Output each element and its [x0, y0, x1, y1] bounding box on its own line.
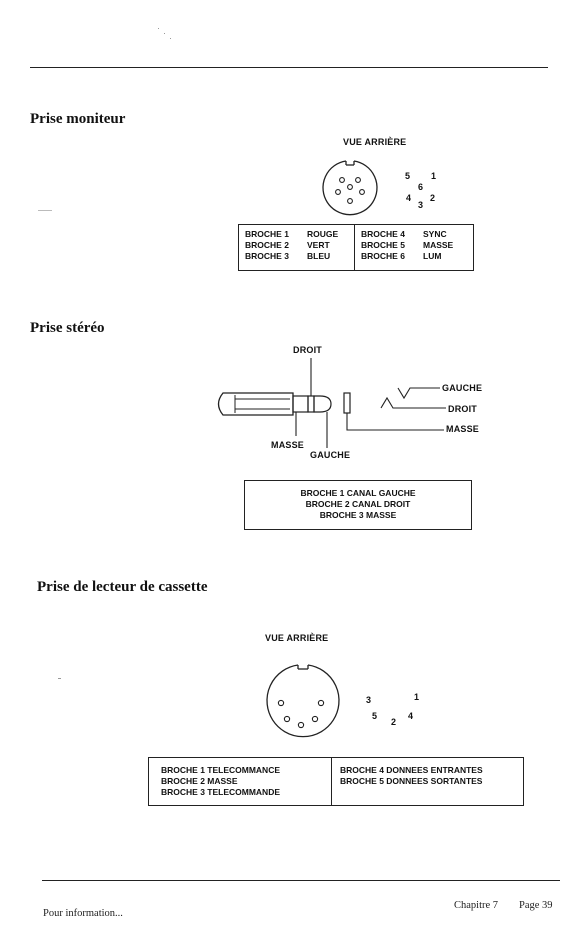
table-row: BROCHE 4 DONNEES ENTRANTES: [340, 765, 483, 775]
table-row: BROCHE 1 TELECOMMANCE: [161, 765, 281, 775]
pin-name: BROCHE 3: [245, 251, 289, 261]
table-row: BROCHE 3 MASSE: [319, 510, 397, 520]
cassette-pin-hole: [312, 716, 317, 721]
monitor-pin-number: 1: [431, 171, 437, 181]
cassette-pin-hole: [278, 700, 283, 705]
pin-name: BROCHE 6: [361, 251, 405, 261]
footer-page-number: Page 39: [519, 900, 553, 911]
cassette-section-title: Prise de lecteur de cassette: [37, 579, 208, 595]
pin-name: BROCHE 2: [245, 240, 289, 250]
stereo-label-masse-right: MASSE: [446, 424, 480, 434]
stereo-plug-body: [219, 393, 294, 415]
cassette-pin-number: 3: [366, 695, 372, 705]
stereo-plug-tip: [314, 396, 331, 412]
pin-signal: LUM: [423, 251, 442, 261]
stereo-label-gauche-bottom: GAUCHE: [310, 450, 351, 460]
stereo-gauche-symbol: [398, 388, 440, 398]
stereo-label-gauche-right: GAUCHE: [442, 383, 483, 393]
cassette-pin-table: [148, 757, 524, 806]
cassette-pin-number: 5: [372, 711, 378, 721]
cassette-pin-hole: [298, 722, 303, 727]
cassette-pin-hole: [318, 700, 323, 705]
pin-signal: VERT: [307, 240, 330, 250]
stereo-label-droit-right: DROIT: [448, 404, 477, 414]
stereo-plug-sleeve: [293, 396, 308, 412]
scan-speck: [58, 678, 61, 679]
stereo-pin-table: [244, 480, 472, 530]
table-row: BROCHE 1 CANAL GAUCHE: [300, 488, 416, 498]
cassette-pin-number: 1: [414, 692, 420, 702]
stereo-label-masse-left: MASSE: [271, 440, 305, 450]
pin-name: BROCHE 1: [245, 229, 289, 239]
table-row: BROCHE 2 CANAL DROIT: [305, 499, 411, 509]
monitor-section-title: Prise moniteur: [30, 111, 126, 127]
stereo-socket-symbol: [344, 393, 350, 413]
pin-name: BROCHE 4: [361, 229, 405, 239]
stereo-droit-symbol: [381, 398, 446, 408]
stereo-label-droit-top: DROIT: [293, 345, 322, 355]
monitor-pin-number: 4: [406, 193, 412, 203]
cassette-view-label: VUE ARRIÈRE: [265, 633, 329, 643]
stereo-plug-ring: [308, 396, 314, 412]
cassette-connector-diagram: [265, 663, 345, 743]
cassette-pin-number: 2: [391, 717, 397, 727]
pin-signal: SYNC: [423, 229, 447, 239]
monitor-view-label: VUE ARRIÈRE: [343, 137, 407, 147]
table-row: BROCHE 2 MASSE: [161, 776, 238, 786]
cassette-pin-table-right: [332, 758, 523, 805]
footer-note: Pour information...: [43, 908, 123, 919]
monitor-pin-number: 6: [418, 182, 424, 192]
monitor-pin-number: 5: [405, 171, 411, 181]
monitor-pin-number: 3: [418, 200, 424, 210]
cassette-pin-number: 4: [408, 711, 414, 721]
stereo-section-title: Prise stéréo: [30, 320, 105, 336]
table-row: BROCHE 3 TELECOMMANDE: [161, 787, 281, 797]
cassette-pin-table-left: [149, 758, 332, 805]
pin-signal: MASSE: [423, 240, 454, 250]
footer-chapter: Chapitre 7: [454, 900, 499, 911]
bottom-rule: [42, 880, 560, 881]
table-row: BROCHE 5 DONNEES SORTANTES: [340, 776, 483, 786]
cassette-pin-hole: [284, 716, 289, 721]
pin-signal: ROUGE: [307, 229, 339, 239]
pin-signal: BLEU: [307, 251, 331, 261]
monitor-pin-number: 2: [430, 193, 436, 203]
pin-name: BROCHE 5: [361, 240, 405, 250]
